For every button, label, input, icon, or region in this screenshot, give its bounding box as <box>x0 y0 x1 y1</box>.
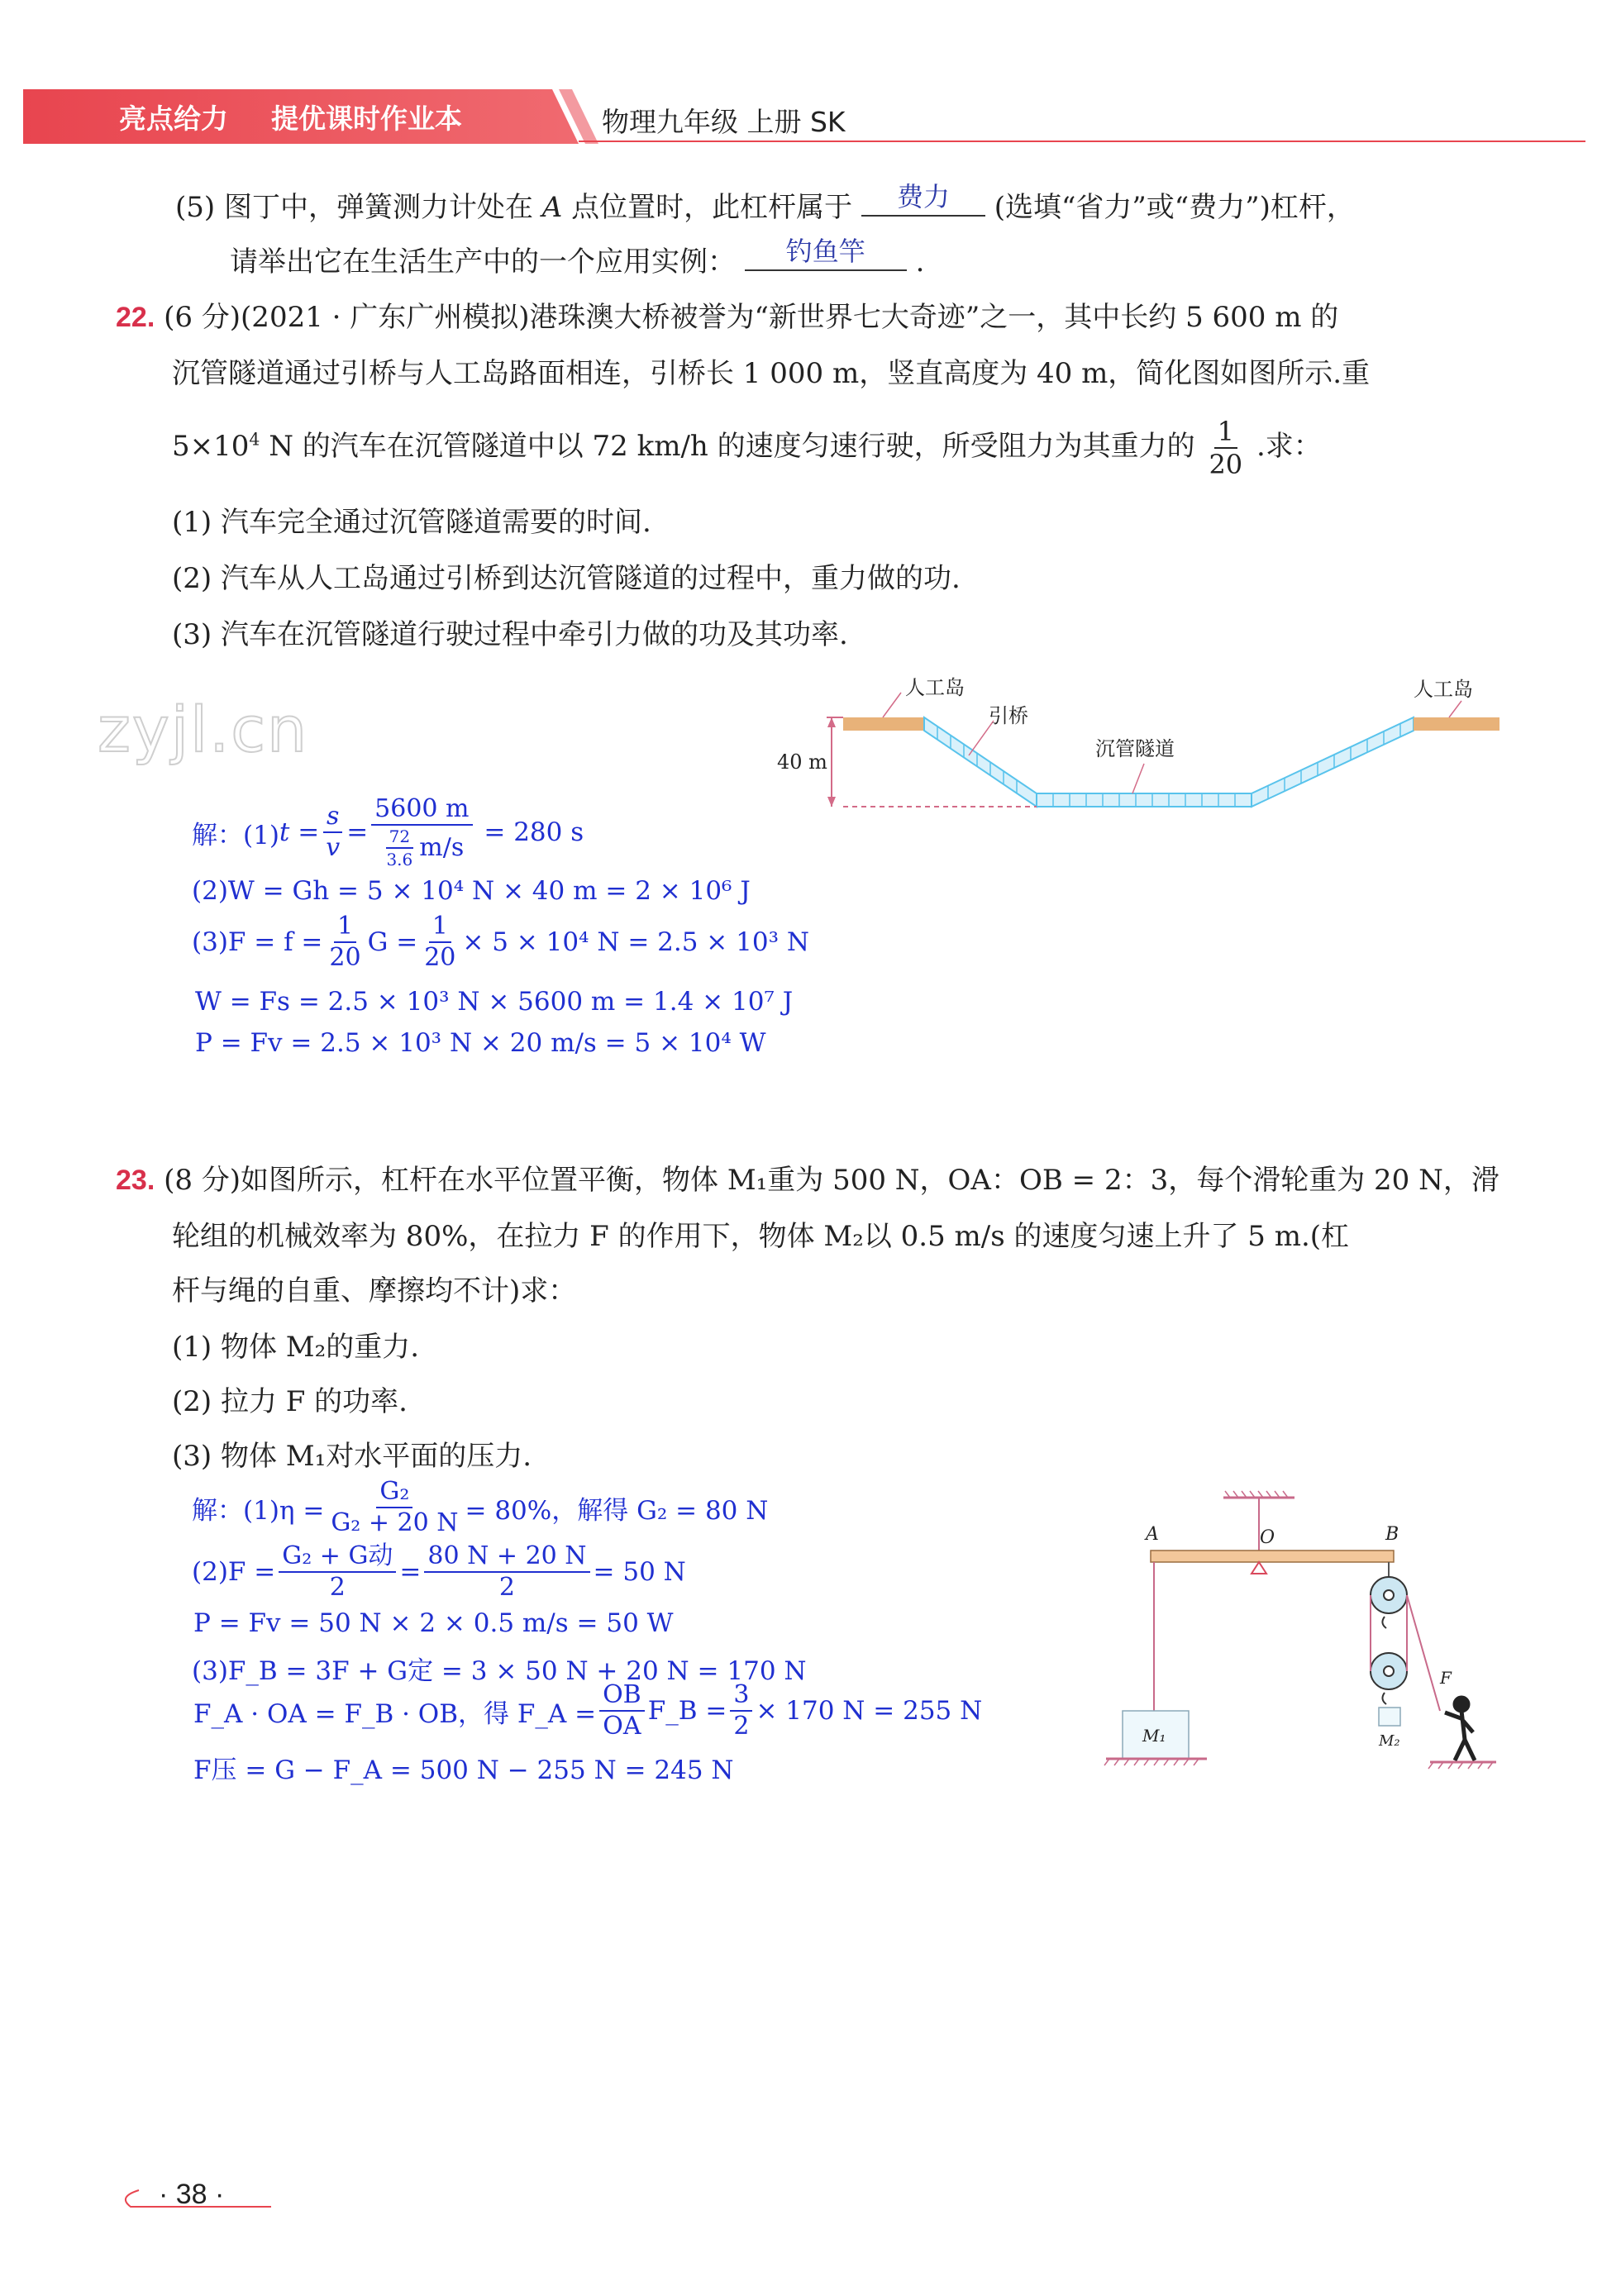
watermark: zyjl.cn <box>98 693 309 766</box>
fig-label-island-left: 人工岛 <box>905 676 965 699</box>
q23-sol2-frac1 <box>279 1541 396 1602</box>
q22-sol1-eq2: = <box>346 817 369 847</box>
q21-text-end: . <box>915 245 925 279</box>
block-m2 <box>1379 1708 1400 1726</box>
q22-sol3-c: × 5 × 10⁴ N = 2.5 × 10³ N <box>462 927 809 957</box>
q22-sol1-eq: = <box>298 817 320 847</box>
header-subject: 物理九年级 上册 SK <box>602 106 846 138</box>
q22-sol3-f2d: 20 <box>424 943 456 972</box>
header-series: 亮点给力 <box>119 102 228 135</box>
q22-fraction <box>1205 418 1246 478</box>
q23-sub3: (3) 物体 M₁对水平面的压力. <box>172 1440 532 1473</box>
fig-label-bridge: 引桥 <box>989 704 1028 727</box>
q22-sol-line1 <box>192 794 584 869</box>
q22-sub2: (2) 汽车从人工岛通过引桥到达沉管隧道的过程中，重力做的功. <box>172 562 961 595</box>
q23-sol1-prefix: 解：(1)η = <box>192 1495 325 1526</box>
lever-pulley-diagram <box>1099 1488 1504 1802</box>
q23-sol2-prefix: (2)F = <box>192 1557 276 1587</box>
q23-sol-line6: F压 = G − F_A = 500 N − 255 N = 245 N <box>193 1755 734 1785</box>
fig-label-A: A <box>1146 1524 1159 1545</box>
q22-sol3-b: G = <box>367 927 418 957</box>
q22-sol1-unit: m/s <box>419 833 465 862</box>
left-island-shape <box>843 717 924 731</box>
fig-label-F: F <box>1440 1668 1452 1688</box>
q23-line2: 轮组的机械效率为 80%，在拉力 F 的作用下，物体 M₂以 0.5 m/s 的速度匀速上升了 5 m.(杠 <box>172 1220 1350 1253</box>
q22-sol-line2: (2)W = Gh = 5 × 10⁴ N × 40 m = 2 × 10⁶ J <box>192 876 751 906</box>
q23-sol5-a: F_A · OA = F_B · OB，得 F_A = <box>193 1698 597 1729</box>
q21-text-d: 请举出它在生活生产中的一个应用实例： <box>230 245 736 279</box>
q23-sol2-eq: = <box>399 1557 422 1587</box>
q22-sol1-frac-sv <box>322 804 343 860</box>
q22-sub3: (3) 汽车在沉管隧道行驶过程中牵引力做的功及其功率. <box>172 618 848 651</box>
q22-sol3-frac2 <box>421 914 459 970</box>
q21-var-a: A <box>541 191 563 224</box>
q22-sol-line3 <box>192 914 809 970</box>
q22-text-1: (6 分)(2021 · 广东广州模拟)港珠澳大桥被誉为“新世界七大奇迹”之一，其中长约 5 600 m 的 <box>164 301 1339 334</box>
q22-sol3-f1n: 1 <box>334 914 356 943</box>
answer-blank-2[interactable] <box>745 236 907 271</box>
q23-sol2-f2d: 2 <box>498 1573 516 1602</box>
q22-sol-line5: P = Fv = 2.5 × 10³ N × 20 m/s = 5 × 10⁴ W <box>195 1028 766 1058</box>
q23-sol2-result: = 50 N <box>593 1557 686 1587</box>
q23-sol-line3: P = Fv = 50 N × 2 × 0.5 m/s = 50 W <box>193 1608 674 1638</box>
q22-sol1-result: = 280 s <box>484 817 584 847</box>
q23-sol1-result: = 80%，解得 G₂ = 80 N <box>465 1495 769 1526</box>
q22-sol1-t: t <box>279 817 290 847</box>
q23-sol5-fn: OB <box>599 1683 645 1712</box>
q22-sol1-frac-val <box>371 794 472 869</box>
q22-frac-den: 20 <box>1209 449 1243 480</box>
q22-sol1-prefix: 解：(1) <box>192 820 279 850</box>
q21-text-a: (5) 图丁中，弹簧测力计处在 <box>175 191 533 224</box>
q22-weight: 5×10 <box>172 430 250 463</box>
q23-sol1-frac <box>327 1479 461 1536</box>
fig-label-M1: M₁ <box>1142 1726 1166 1746</box>
q22-sol1-speed-n: 72 <box>386 828 413 849</box>
q23-sol5-frac2 <box>730 1680 752 1741</box>
q23-line1 <box>116 1162 1499 1198</box>
q22-sol1-speed-d: 3.6 <box>386 850 413 869</box>
answer-1: 费力 <box>896 181 950 212</box>
person-figure <box>1445 1698 1475 1760</box>
q22-weight-exp: 4 <box>249 429 260 450</box>
q22-sol3-a: (3)F = f = <box>192 927 323 957</box>
q22-number: 22. <box>116 302 155 333</box>
q22-sol3-frac1 <box>326 914 364 970</box>
q22-line3 <box>172 418 1322 478</box>
left-ramp-shape <box>924 717 1037 807</box>
q22-sol1-s: s <box>323 804 342 833</box>
q23-sol-line5 <box>193 1680 983 1741</box>
answer-2: 钓鱼竿 <box>785 236 865 267</box>
page-number: · 38 · <box>159 2179 225 2210</box>
q23-sol2-f1d: 2 <box>329 1573 346 1602</box>
q23-sol1-n: G₂ <box>376 1479 412 1508</box>
q22-line2 <box>172 355 1370 392</box>
fig-label-B: B <box>1385 1524 1399 1545</box>
q23-sol5-f2d: 2 <box>733 1712 750 1741</box>
q23-sol5-c: × 170 N = 255 N <box>756 1696 983 1726</box>
lever-bar <box>1151 1551 1394 1562</box>
fulcrum <box>1252 1562 1266 1574</box>
q22-frac-num: 1 <box>1214 418 1237 449</box>
tunnel-shape <box>1037 793 1252 807</box>
q22-sol-line4: W = Fs = 2.5 × 10³ N × 5600 m = 1.4 × 10⁷ J <box>195 987 794 1017</box>
right-ramp-shape <box>1252 717 1414 807</box>
q23-sol1-d: G₂ + 20 N <box>331 1508 459 1537</box>
q23-sol-line4: (3)F_B = 3F + G定 = 3 × 50 N + 20 N = 170 N <box>192 1656 807 1686</box>
q22-text-end: .求： <box>1256 430 1322 463</box>
q22-sub1: (1) 汽车完全通过沉管隧道需要的时间. <box>172 506 651 539</box>
q22-text-2: 沉管隧道通过引桥与人工岛路面相连，引桥长 1 000 m，竖直高度为 40 m，简化图如图所示.重 <box>172 357 1371 390</box>
q23-sol5-frac1 <box>599 1680 645 1741</box>
footer <box>114 2179 279 2215</box>
q21-part5-line2 <box>230 236 925 280</box>
q23-line3: 杆与绳的自重、摩擦均不计)求： <box>172 1274 577 1308</box>
right-island-shape <box>1414 717 1499 731</box>
q21-text-c: (选填“省力”或“费力”)杠杆， <box>994 191 1355 224</box>
q23-sol-line2 <box>192 1541 686 1602</box>
q22-figure <box>777 669 1504 818</box>
q22-sol3-f2n: 1 <box>429 914 451 943</box>
q23-sub2: (2) 拉力 F 的功率. <box>172 1385 408 1418</box>
q23-sol5-b: F_B = <box>647 1696 727 1726</box>
q22-sol1-num: 5600 m <box>371 797 472 826</box>
q23-figure <box>1099 1488 1504 1802</box>
pull-rope <box>1407 1595 1440 1711</box>
q22-text-3: N 的汽车在沉管隧道中以 72 km/h 的速度匀速行驶，所受阻力为其重力的 <box>269 430 1195 463</box>
q23-sol2-f2n: 80 N + 20 N <box>424 1544 589 1573</box>
answer-blank-1[interactable] <box>861 181 985 217</box>
q23-sol5-fd: OA <box>603 1712 641 1741</box>
fig-label-height: 40 m <box>777 750 827 774</box>
q23-sub1: (1) 物体 M₂的重力. <box>172 1331 420 1364</box>
q22-sol3-f1d: 20 <box>329 943 361 972</box>
fig-label-M2: M₂ <box>1379 1732 1400 1750</box>
q22-sol1-v: v <box>326 833 341 862</box>
header-title: 提优课时作业本 <box>271 102 462 135</box>
q22-sol1-speed-frac <box>383 828 416 868</box>
q23-number: 23. <box>116 1165 155 1196</box>
q23-text-1: (8 分)如图所示，杠杆在水平位置平衡，物体 M₁重为 500 N，OA：OB = 2：3，每个滑轮重为 20 N，滑 <box>164 1164 1499 1197</box>
q21-part5-line1 <box>175 181 1355 226</box>
q23-sol2-f1n: G₂ + G动 <box>279 1544 396 1573</box>
header-banner <box>23 89 1585 144</box>
q23-sol5-f2n: 3 <box>730 1683 752 1712</box>
q21-text-b: 点位置时，此杠杆属于 <box>571 191 853 224</box>
fig-label-tunnel: 沉管隧道 <box>1095 737 1175 760</box>
q23-sol2-frac2 <box>424 1541 589 1602</box>
fig-label-island-right: 人工岛 <box>1414 678 1473 701</box>
fig-label-O: O <box>1260 1527 1275 1548</box>
q23-sol-line1 <box>192 1479 768 1536</box>
q22-line1 <box>116 299 1338 336</box>
